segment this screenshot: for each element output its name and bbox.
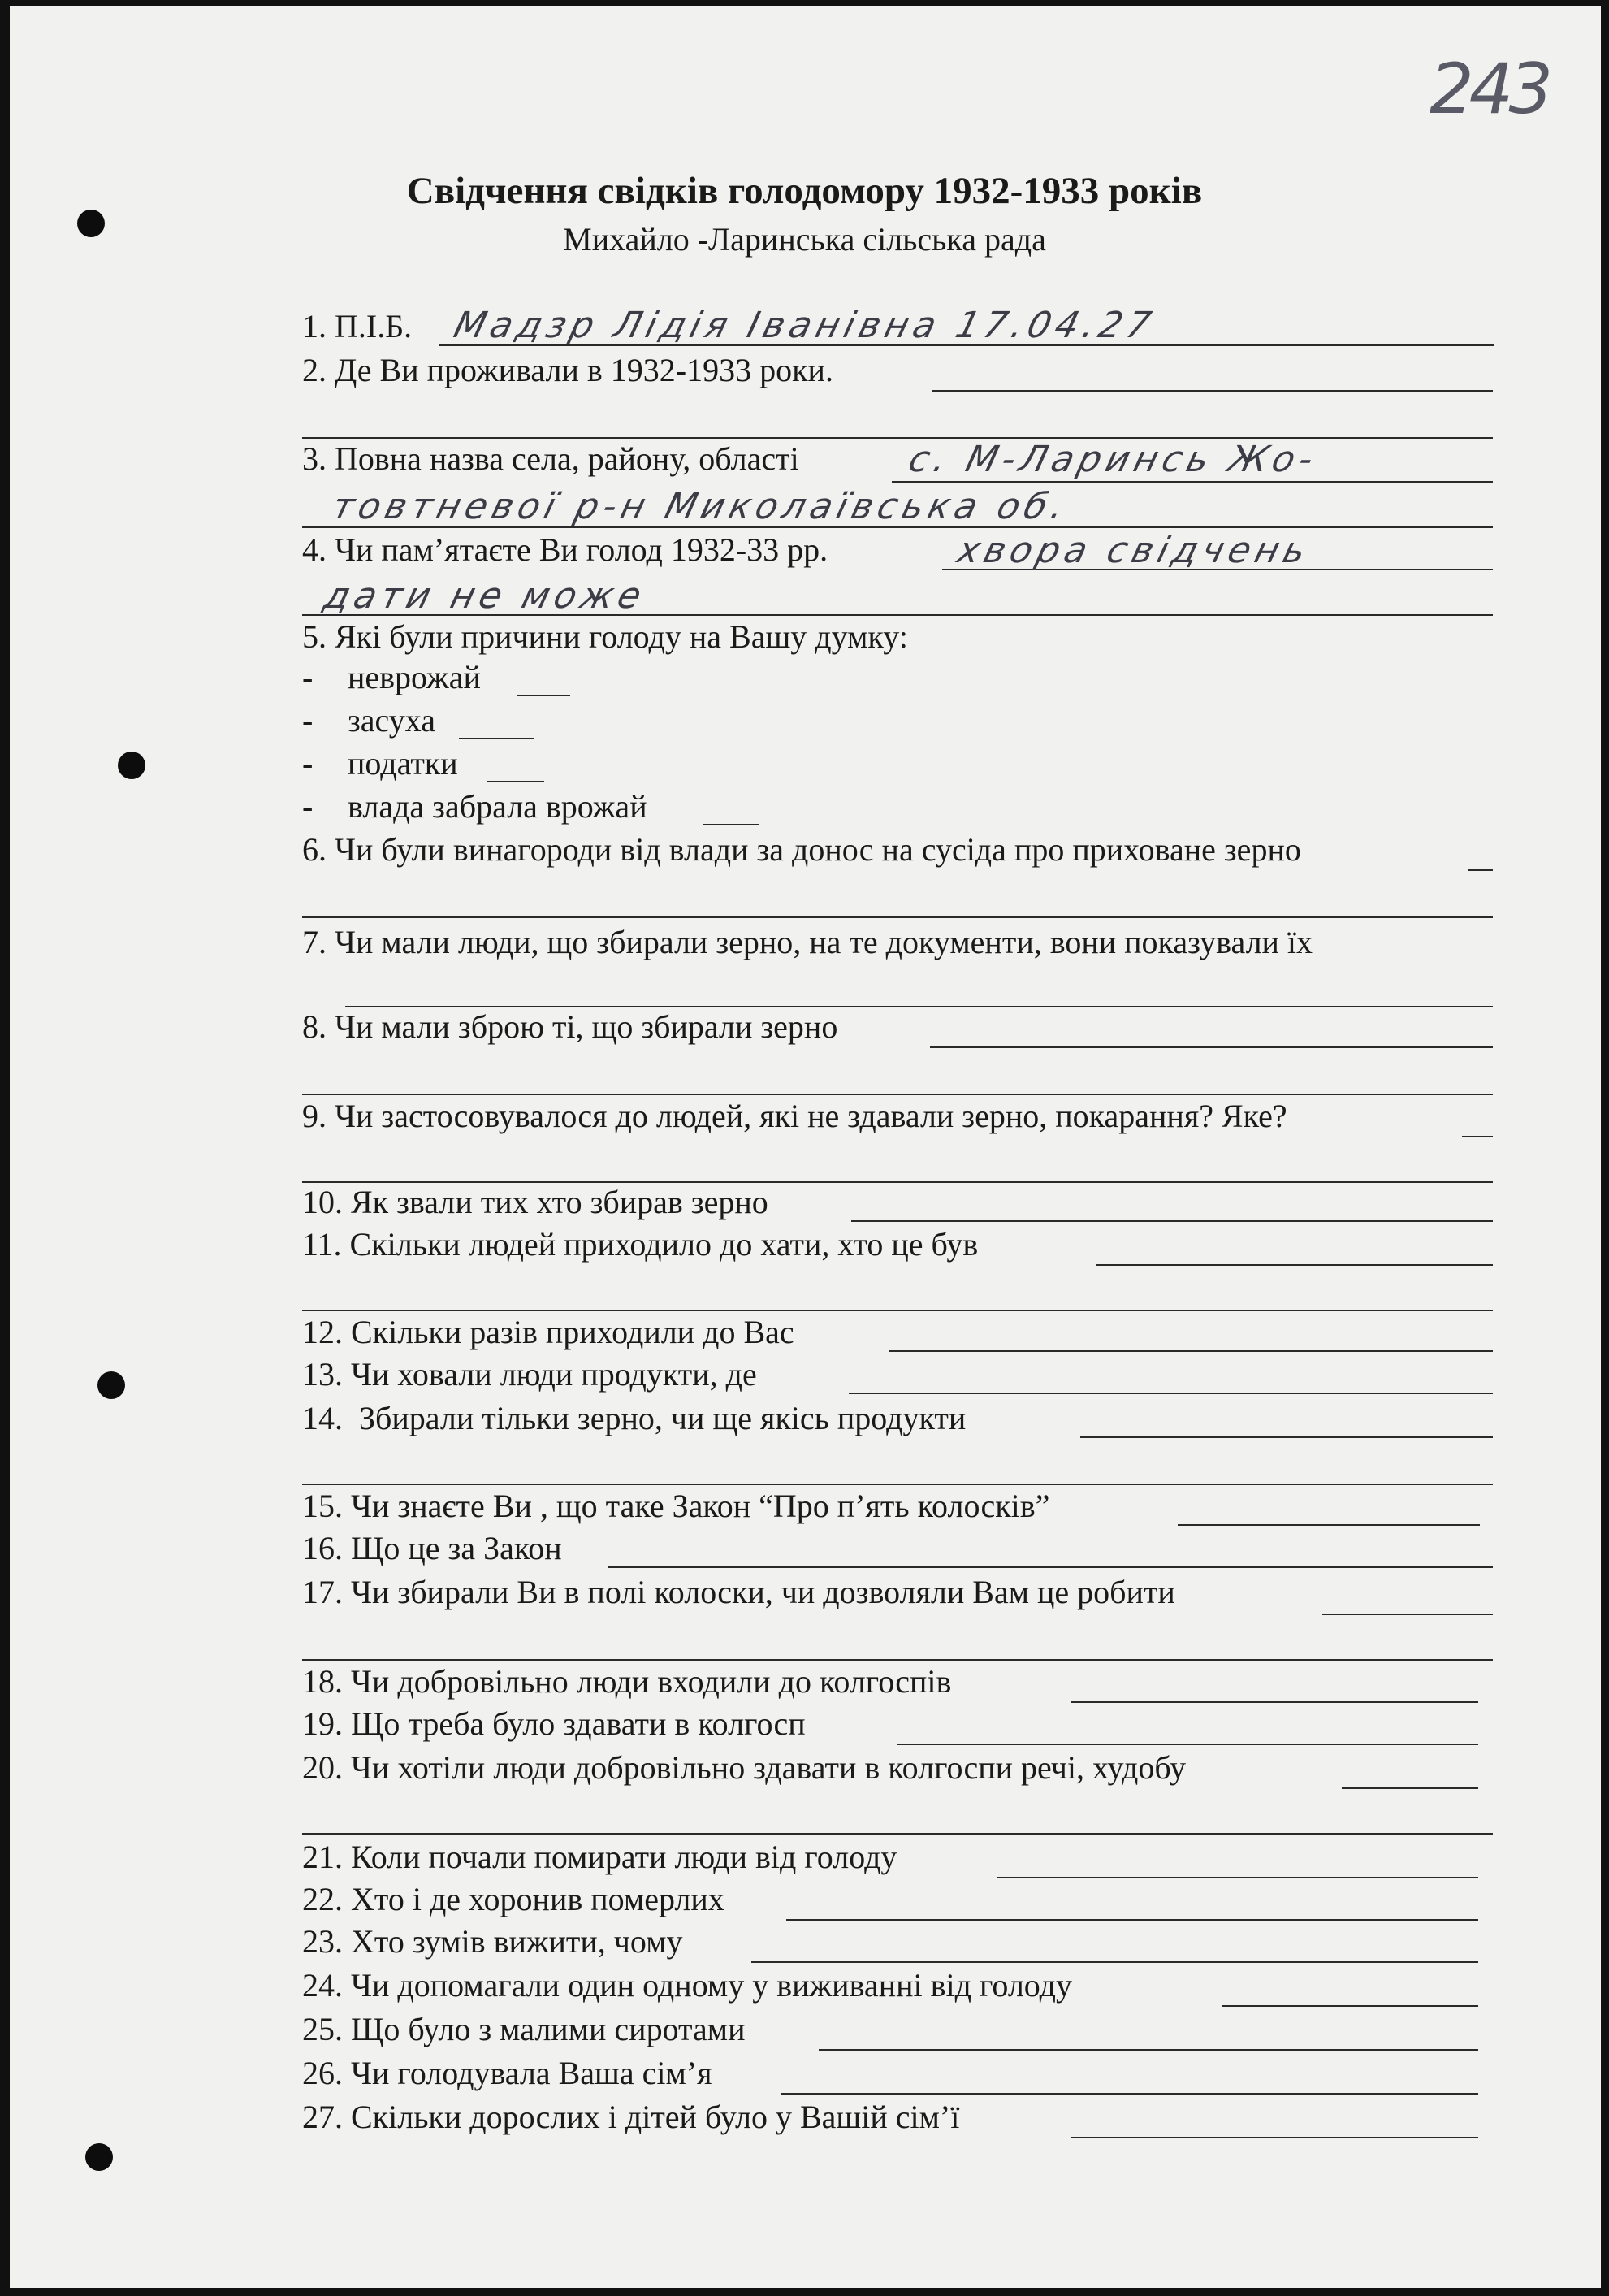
answer-line <box>302 1659 1493 1661</box>
question-21: 21. Коли почали помирати люди від голоду <box>302 1839 897 1875</box>
punch-hole <box>97 1371 125 1399</box>
question-5-option: - засуха <box>302 702 436 739</box>
answer-line <box>932 390 1493 392</box>
question-17: 17. Чи збирали Ви в полі колоски, чи дозволяли Вам це робити <box>302 1574 1175 1610</box>
answer-line <box>786 1919 1478 1921</box>
question-20: 20. Чи хотіли люди добровільно здавати в колгоспи речі, худобу <box>302 1749 1187 1786</box>
question-26: 26. Чи голодувала Ваша сім’я <box>302 2055 712 2091</box>
answer-line <box>1178 1524 1480 1526</box>
punch-hole <box>85 2143 113 2171</box>
question-25: 25. Що було з малими сиротами <box>302 2011 746 2047</box>
answer-line <box>1071 1701 1478 1703</box>
handwritten-answer-1: Мадзр Лідія Іванівна 17.04.27 <box>449 305 1161 346</box>
answer-line <box>892 481 1493 483</box>
answer-line <box>302 1094 1493 1095</box>
answer-line <box>851 1220 1493 1222</box>
answer-line <box>897 1744 1478 1745</box>
question-13: 13. Чи ховали люди продукти, де <box>302 1356 757 1393</box>
question-7: 7. Чи мали люди, що збирали зерно, на те документи, вони показували їх <box>302 924 1313 960</box>
answer-line <box>1071 2137 1478 2138</box>
handwritten-answer-4b: дати не може <box>319 575 651 617</box>
question-18: 18. Чи добровільно люди входили до колгоспів <box>302 1663 952 1700</box>
document-title: Свідчення свідків голодомору 1932-1933 років <box>406 170 1203 212</box>
question-4: 4. Чи пам’ятаєте Ви голод 1932-33 рр. <box>302 531 828 568</box>
question-11: 11. Скільки людей приходило до хати, хто це був <box>302 1226 979 1263</box>
answer-line <box>487 781 544 782</box>
question-8: 8. Чи мали зброю ті, що збирали зерно <box>302 1008 838 1045</box>
answer-line <box>703 824 759 825</box>
answer-line <box>302 1833 1493 1835</box>
handwritten-answer-4a: хвора свідчень <box>953 530 1315 571</box>
question-3: 3. Повна назва села, району, області <box>302 440 799 477</box>
answer-line <box>930 1046 1493 1048</box>
question-14: 14. Збирали тільки зерно, чи ще якісь продукти <box>302 1400 967 1436</box>
question-16: 16. Що це за Закон <box>302 1530 562 1566</box>
punch-hole <box>118 752 145 779</box>
answer-line <box>819 2049 1478 2051</box>
handwritten-answer-3b: товтневої р-н Миколаївська об. <box>327 486 1074 527</box>
scan-border-bottom <box>0 2288 1609 2296</box>
question-19: 19. Що треба було здавати в колгосп <box>302 1705 806 1742</box>
question-15: 15. Чи знаєте Ви , що таке Закон “Про п’ять колосків” <box>302 1488 1050 1524</box>
question-12: 12. Скільки разів приходили до Вас <box>302 1314 794 1350</box>
archive-page-number: 243 <box>1430 49 1549 130</box>
question-24: 24. Чи допомагали один одному у виживанні від голоду <box>302 1967 1073 2004</box>
answer-line <box>1468 869 1493 871</box>
answer-line <box>302 1310 1493 1311</box>
answer-line <box>997 1877 1478 1878</box>
answer-line <box>1462 1136 1493 1137</box>
answer-line <box>1080 1436 1493 1438</box>
scan-border-left <box>0 0 10 2296</box>
answer-line <box>459 738 534 739</box>
answer-line <box>302 1484 1493 1485</box>
question-5-option: - влада забрала врожай <box>302 788 647 825</box>
question-5: 5. Які були причини голоду на Вашу думку: <box>302 618 908 655</box>
answer-line <box>849 1393 1493 1394</box>
question-1: 1. П.І.Б. <box>302 308 413 344</box>
question-5-option: - податки <box>302 745 458 782</box>
answer-line <box>1222 2005 1478 2007</box>
question-22: 22. Хто і де хоронив померлих <box>302 1881 724 1917</box>
answer-line <box>1342 1787 1478 1789</box>
answer-line <box>1322 1614 1493 1615</box>
answer-line <box>751 1961 1478 1963</box>
handwritten-answer-3a: с. М-Ларинсь Жо- <box>904 439 1323 480</box>
document-subtitle: Михайло -Ларинська сільська рада <box>563 221 1046 258</box>
scan-border-right <box>1601 0 1609 2296</box>
question-9: 9. Чи застосовувалося до людей, які не здавали зерно, покарання? Яке? <box>302 1098 1287 1134</box>
question-27: 27. Скільки дорослих і дітей було у Вашій сім’ї <box>302 2099 960 2135</box>
question-23: 23. Хто зумів вижити, чому <box>302 1923 683 1960</box>
answer-line <box>889 1350 1493 1352</box>
answer-line <box>781 2093 1478 2095</box>
scan-border-top <box>0 0 1609 6</box>
answer-line <box>1096 1264 1493 1266</box>
question-5-option: - неврожай <box>302 659 481 695</box>
answer-line <box>302 916 1493 918</box>
answer-line <box>517 695 570 696</box>
question-6: 6. Чи були винагороди від влади за донос на сусіда про приховане зерно <box>302 831 1301 868</box>
answer-line <box>608 1566 1493 1568</box>
question-10: 10. Як звали тих хто збирав зерно <box>302 1184 768 1220</box>
question-2: 2. Де Ви проживали в 1932-1933 роки. <box>302 352 833 388</box>
